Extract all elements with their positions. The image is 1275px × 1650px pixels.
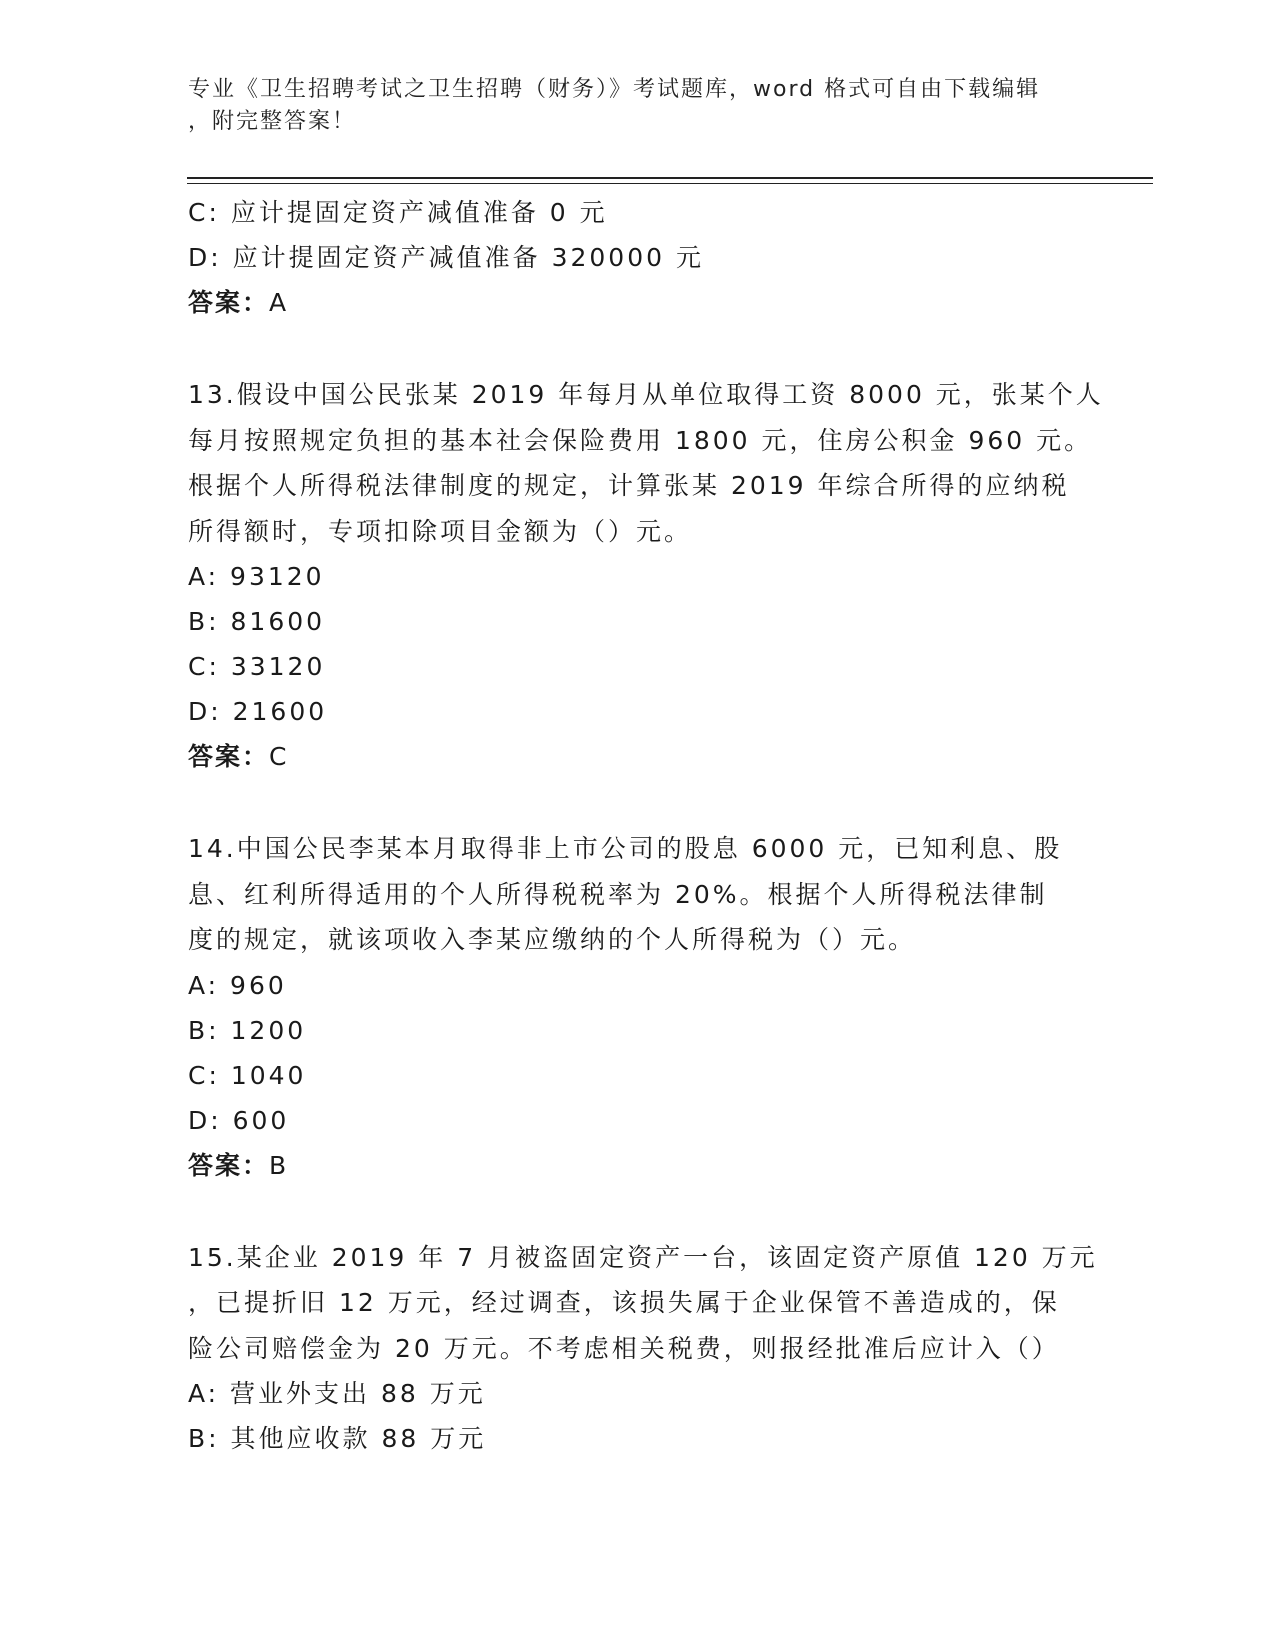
answer-value: B xyxy=(269,1150,289,1180)
option-a: A: 营业外支出 88 万元 xyxy=(188,1379,486,1408)
option-c: C: 应计提固定资产减值准备 0 元 xyxy=(188,198,608,227)
answer-label: 答案： xyxy=(188,1150,270,1180)
header-divider-thin xyxy=(187,183,1153,184)
answer-line xyxy=(188,280,1088,325)
stem-line: 险公司赔偿金为 20 万元。不考虑相关税费，则报经批准后应计入（） xyxy=(188,1333,1060,1363)
option-a: A: 93120 xyxy=(188,562,325,591)
option-b: B: 1200 xyxy=(188,1015,307,1045)
question-13 xyxy=(188,372,1104,779)
answer-value: C xyxy=(269,742,289,771)
option-d: D: 600 xyxy=(188,1105,290,1135)
previous-question-tail xyxy=(188,190,1088,325)
option-d: D: 应计提固定资产减值准备 320000 元 xyxy=(188,243,704,272)
question-14 xyxy=(188,826,1088,1188)
stem-line: 15.某企业 2019 年 7 月被盗固定资产一台，该固定资产原值 120 万元 xyxy=(188,1242,1098,1272)
stem-line: 息、红利所得适用的个人所得税税率为 20%。根据个人所得税法律制 xyxy=(188,879,1048,909)
option-c: C: 1040 xyxy=(188,1060,307,1090)
stem-line: ，已提折旧 12 万元，经过调查，该损失属于企业保管不善造成的，保 xyxy=(188,1288,1060,1317)
question-stem xyxy=(188,826,1078,963)
question-15 xyxy=(188,1235,1098,1462)
answer-line xyxy=(188,1143,1088,1188)
document-body xyxy=(188,190,1104,1461)
stem-line: 根据个人所得税法律制度的规定，计算张某 2019 年综合所得的应纳税 xyxy=(188,471,1070,500)
stem-line: 所得额时，专项扣除项目金额为（）元。 xyxy=(188,516,693,546)
question-stem xyxy=(188,1235,1098,1372)
answer-value: A xyxy=(269,288,289,317)
page-header xyxy=(188,74,1088,138)
option-b: B: 81600 xyxy=(188,607,326,636)
stem-line: 13.假设中国公民张某 2019 年每月从单位取得工资 8000 元，张某个人 xyxy=(188,380,1104,409)
option-b: B: 其他应收款 88 万元 xyxy=(188,1424,487,1453)
header-line-2: ，附完整答案！ xyxy=(188,109,357,134)
stem-line: 每月按照规定负担的基本社会保险费用 1800 元，住房公积金 960 元。 xyxy=(188,425,1093,455)
stem-line: 14.中国公民李某本月取得非上市公司的股息 6000 元，已知利息、股 xyxy=(188,834,1063,863)
header-line-1: 专业《卫生招聘考试之卫生招聘（财务）》考试题库，word 格式可自由下载编辑 xyxy=(188,77,1041,102)
answer-label: 答案： xyxy=(188,742,270,771)
header-divider-thick xyxy=(187,177,1153,179)
answer-label: 答案： xyxy=(188,288,270,317)
option-c: C: 33120 xyxy=(188,652,326,681)
question-stem xyxy=(188,372,1104,554)
option-a: A: 960 xyxy=(188,970,287,1000)
stem-line: 度的规定，就该项收入李某应缴纳的个人所得税为（）元。 xyxy=(188,925,917,954)
option-d: D: 21600 xyxy=(188,697,328,726)
answer-line xyxy=(188,734,1088,779)
